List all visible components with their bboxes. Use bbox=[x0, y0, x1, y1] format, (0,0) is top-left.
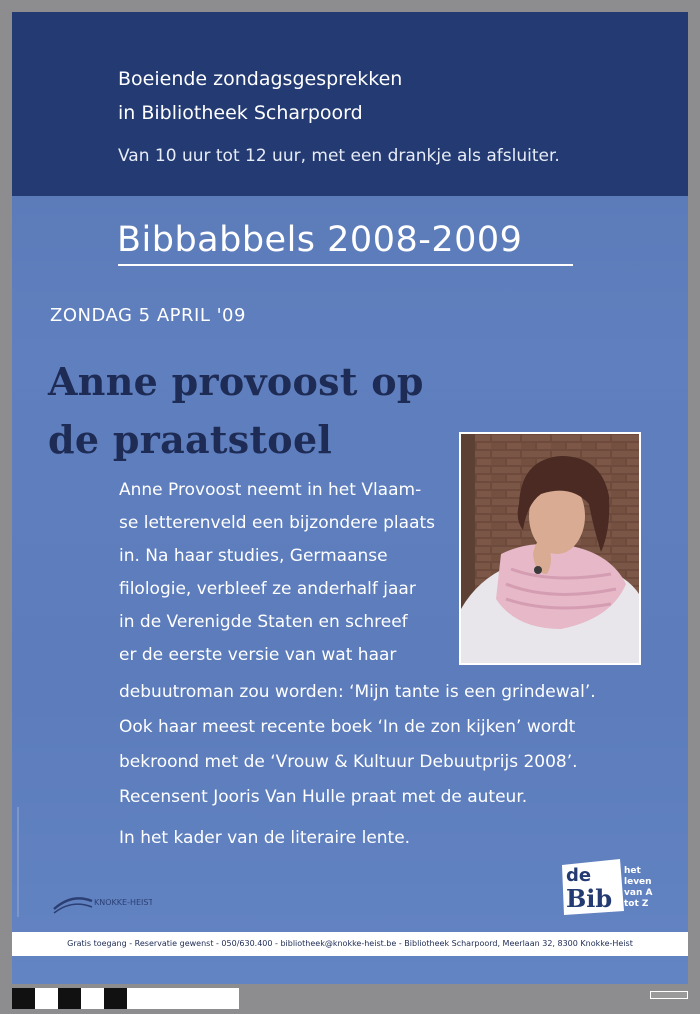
series-title: Bibbabbels 2008-2009 bbox=[117, 220, 523, 260]
author-photo bbox=[459, 432, 641, 665]
headline-line-2: de praatstoel bbox=[48, 417, 333, 462]
body-line: bekroond met de ‘Vrouw & Kultuur Debuutprijs 2008’. bbox=[119, 752, 578, 772]
intro-line-1: Boeiende zondagsgesprekken bbox=[118, 68, 403, 90]
body-line: debuutroman zou worden: ‘Mijn tante is een grindewal’. bbox=[119, 682, 596, 702]
body-line: er de eerste versie van wat haar bbox=[119, 645, 397, 665]
body-line: in de Verenigde Staten en schreef bbox=[119, 612, 408, 632]
event-date: ZONDAG 5 APRIL '09 bbox=[50, 305, 246, 326]
body-line: filologie, verbleef ze anderhalf jaar bbox=[119, 579, 416, 599]
info-bar: Gratis toegang - Reservatie gewenst - 050/630.400 - bibliotheek@knokke-heist.be - Bibliotheek Scharpoord, Meerlaan 32, 8300 Knokke-Heist bbox=[12, 932, 688, 956]
title-underline bbox=[118, 264, 573, 266]
svg-text:tot Z: tot Z bbox=[624, 899, 649, 909]
body-line: Recensent Jooris Van Hulle praat met de auteur. bbox=[119, 787, 528, 807]
body-line: Anne Provoost neemt in het Vlaam- bbox=[119, 480, 422, 500]
svg-text:van A: van A bbox=[624, 888, 653, 898]
body-line: Ook haar meest recente boek ‘In de zon kijken’ wordt bbox=[119, 717, 576, 737]
de-bib-logo bbox=[558, 857, 674, 923]
svg-text:KNOKKE-HEIST: KNOKKE-HEIST bbox=[94, 898, 152, 907]
vertical-credit bbox=[15, 807, 21, 917]
svg-text:het: het bbox=[624, 866, 641, 876]
scale-bar bbox=[650, 991, 688, 999]
poster bbox=[12, 12, 688, 984]
color-calibration-strip bbox=[12, 988, 239, 1009]
body-line: in. Na haar studies, Germaanse bbox=[119, 546, 388, 566]
municipality-logo bbox=[52, 889, 152, 921]
svg-text:leven: leven bbox=[624, 877, 652, 887]
closing-line: In het kader van de literaire lente. bbox=[119, 828, 411, 848]
headline-line-1: Anne provoost op bbox=[48, 359, 424, 404]
intro-line-2: in Bibliotheek Scharpoord bbox=[118, 102, 363, 124]
svg-text:de: de bbox=[566, 865, 592, 886]
body-line: se letterenveld een bijzondere plaats bbox=[119, 513, 436, 533]
svg-text:Bib: Bib bbox=[566, 884, 613, 913]
intro-line-3: Van 10 uur tot 12 uur, met een drankje als afsluiter. bbox=[118, 146, 560, 166]
